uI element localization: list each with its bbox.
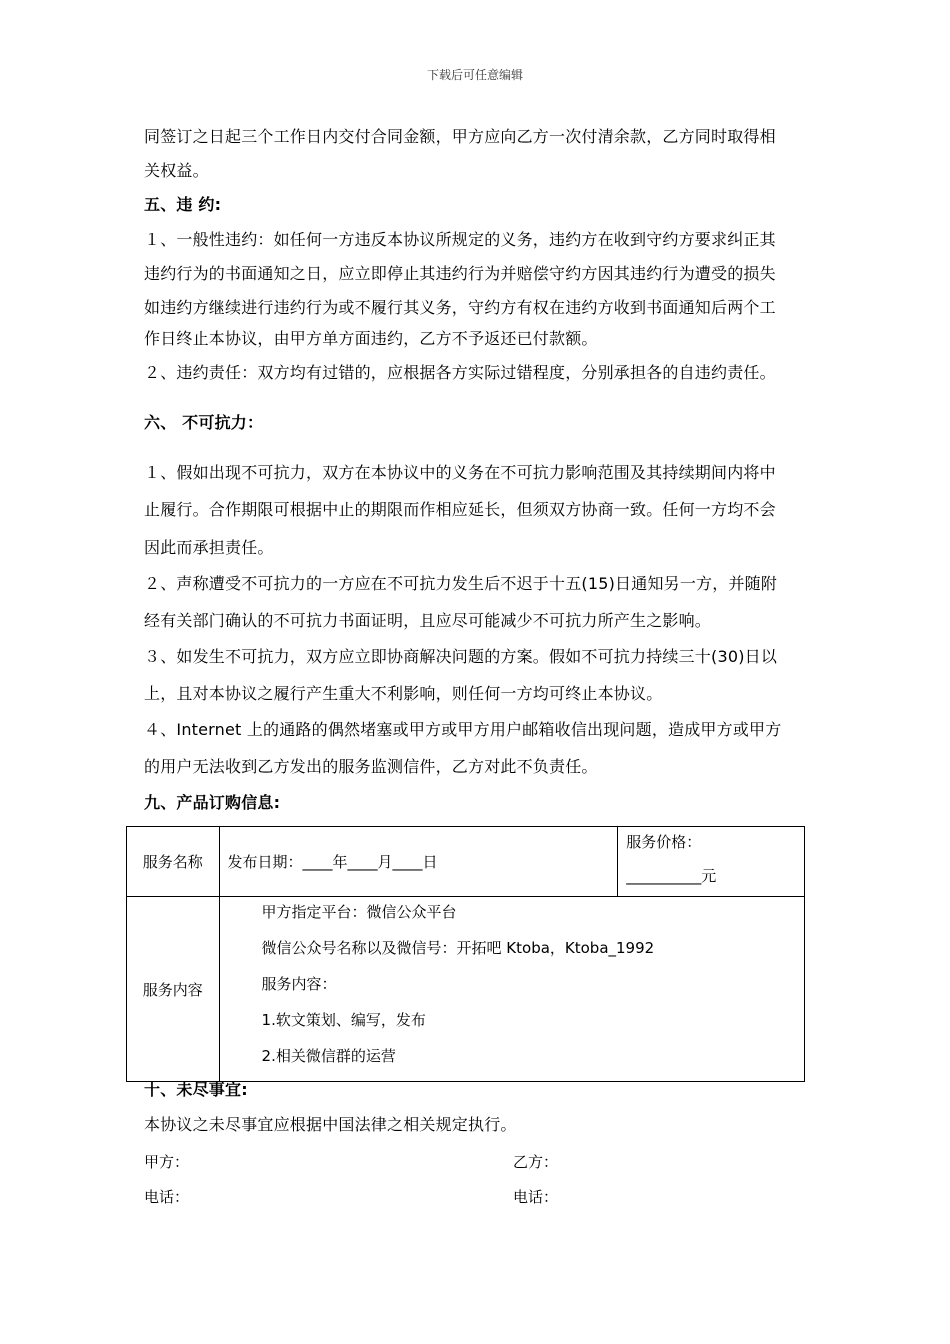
section-title-breach: 五、违 约: xyxy=(144,195,222,214)
section-title-force-majeure: 六、 不可抗力： xyxy=(144,413,264,432)
paragraph-line: 作日终止本协议，由甲方单方面违约，乙方不予返还已付款额。 xyxy=(144,329,598,348)
price-label: 服务价格： xyxy=(626,833,702,851)
content-line: 1.软文策划、编写，发布 xyxy=(261,1011,426,1029)
party-b-label: 乙方： xyxy=(513,1153,559,1171)
paragraph-line: ２、声称遭受不可抗力的一方应在不可抗力发生后不迟于十五(15)日通知另一方，并随附 xyxy=(144,574,778,593)
content-line: 微信公众号名称以及微信号：开拓吧 Ktoba，Ktoba_1992 xyxy=(261,939,655,957)
table-row xyxy=(127,827,805,897)
service-name-label: 服务名称 xyxy=(127,827,220,897)
page-header: 下载后可任意编辑 xyxy=(426,68,523,82)
paragraph-line: ３、如发生不可抗力，双方应立即协商解决问题的方案。假如不可抗力持续三十(30)日以 xyxy=(144,647,778,666)
content-line: 甲方指定平台：微信公众平台 xyxy=(261,903,457,921)
paragraph-line: 上，且对本协议之履行产生重大不利影响，则任何一方均可终止本协议。 xyxy=(144,684,663,703)
paragraph-line: 同签订之日起三个工作日内交付合同金额，甲方应向乙方一次付清余款，乙方同时取得相 xyxy=(144,127,776,146)
paragraph-line: ２、违约责任：双方均有过错的，应根据各方实际过错程度，分别承担各的自违约责任。 xyxy=(144,363,776,382)
content-line: 服务内容： xyxy=(261,975,337,993)
party-b-phone-label: 电话： xyxy=(513,1188,559,1206)
release-date-cell: 发布日期：____年____月____日 xyxy=(219,827,618,897)
service-price-cell xyxy=(618,827,805,897)
party-a-phone-label: 电话： xyxy=(144,1188,190,1206)
price-value: __________元 xyxy=(626,867,717,885)
section-title-order: 九、产品订购信息: xyxy=(144,793,281,812)
paragraph-line: ４、Internet 上的通路的偶然堵塞或甲方或甲方用户邮箱收信出现问题，造成甲方或甲方 xyxy=(144,720,782,739)
paragraph-line: 关权益。 xyxy=(144,161,209,180)
paragraph-line: 因此而承担责任。 xyxy=(144,538,274,557)
paragraph-line: １、假如出现不可抗力，双方在本协议中的义务在不可抗力影响范围及其持续期间内将中 xyxy=(144,463,776,482)
paragraph-line: １、一般性违约：如任何一方违反本协议所规定的义务，违约方在收到守约方要求纠正其 xyxy=(144,230,776,249)
paragraph-line: 本协议之未尽事宜应根据中国法律之相关规定执行。 xyxy=(144,1115,517,1134)
order-info-table xyxy=(126,826,805,1082)
paragraph-line: 的用户无法收到乙方发出的服务监测信件，乙方对此不负责任。 xyxy=(144,757,598,776)
service-content-cell xyxy=(219,897,804,1082)
table-row xyxy=(127,897,805,1082)
service-content-label: 服务内容 xyxy=(127,897,220,1082)
content-line: 2.相关微信群的运营 xyxy=(261,1047,396,1065)
party-a-label: 甲方： xyxy=(144,1153,190,1171)
paragraph-line: 经有关部门确认的不可抗力书面证明，且应尽可能减少不可抗力所产生之影响。 xyxy=(144,611,712,630)
paragraph-line: 止履行。合作期限可根据中止的期限而作相应延长，但须双方协商一致。任何一方均不会 xyxy=(144,500,776,519)
paragraph-line: 如违约方继续进行违约行为或不履行其义务，守约方有权在违约方收到书面通知后两个工 xyxy=(144,298,776,317)
section-title-misc: 十、未尽事宜: xyxy=(144,1080,248,1099)
paragraph-line: 违约行为的书面通知之日，应立即停止其违约行为并赔偿守约方因其违约行为遭受的损失 xyxy=(144,264,776,283)
